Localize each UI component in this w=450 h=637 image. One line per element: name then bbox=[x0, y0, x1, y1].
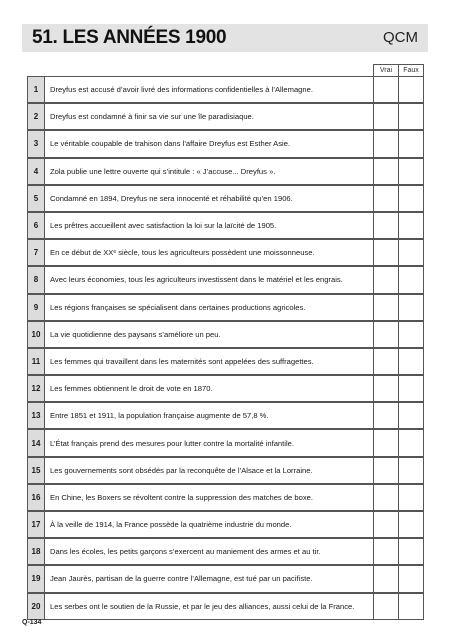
question-list bbox=[28, 77, 424, 620]
question-row bbox=[28, 512, 424, 538]
answer-box-faux[interactable] bbox=[399, 539, 424, 565]
answer-box-vrai[interactable] bbox=[374, 267, 399, 293]
question-statement: Avec leurs économies, tous les agriculteurs investissent dans le matériel et les engrais. bbox=[45, 267, 374, 293]
question-row bbox=[28, 457, 424, 483]
answer-box-vrai[interactable] bbox=[374, 240, 399, 266]
question-number: 5 bbox=[28, 185, 45, 211]
question-number: 7 bbox=[28, 240, 45, 266]
question-row bbox=[28, 566, 424, 592]
answer-box-vrai[interactable] bbox=[374, 158, 399, 184]
answer-box-faux[interactable] bbox=[399, 321, 424, 347]
question-number: 6 bbox=[28, 212, 45, 238]
answer-box-faux[interactable] bbox=[399, 240, 424, 266]
table-header-spacer bbox=[28, 65, 374, 77]
question-row bbox=[28, 539, 424, 565]
question-statement: Jean Jaurès, partisan de la guerre contre l’Allemagne, est tué par un pacifiste. bbox=[45, 566, 374, 592]
question-number: 1 bbox=[28, 77, 45, 103]
question-row bbox=[28, 376, 424, 402]
question-row bbox=[28, 131, 424, 157]
question-row bbox=[28, 348, 424, 374]
answer-box-vrai[interactable] bbox=[374, 348, 399, 374]
question-statement: Les femmes obtiennent le droit de vote en 1870. bbox=[45, 376, 374, 402]
answer-box-faux[interactable] bbox=[399, 77, 424, 103]
answer-box-vrai[interactable] bbox=[374, 593, 399, 619]
question-statement: Les serbes ont le soutien de la Russie, et par le jeu des alliances, aussi celui de la France. bbox=[45, 593, 374, 619]
answer-box-vrai[interactable] bbox=[374, 104, 399, 130]
question-statement: Les régions françaises se spécialisent dans certaines productions agricoles. bbox=[45, 294, 374, 320]
question-statement: Les gouvernements sont obsédés par la reconquête de l’Alsace et la Lorraine. bbox=[45, 457, 374, 483]
question-number: 2 bbox=[28, 104, 45, 130]
answer-box-vrai[interactable] bbox=[374, 457, 399, 483]
question-row bbox=[28, 403, 424, 429]
question-statement: Entre 1851 et 1911, la population française augmente de 57,8 %. bbox=[45, 403, 374, 429]
answer-box-faux[interactable] bbox=[399, 267, 424, 293]
question-row bbox=[28, 321, 424, 347]
question-row bbox=[28, 158, 424, 184]
question-number: 14 bbox=[28, 430, 45, 456]
question-statement: En ce début de XXᵉ siècle, tous les agriculteurs possèdent une moissonneuse. bbox=[45, 240, 374, 266]
question-row bbox=[28, 294, 424, 320]
question-statement: Les prêtres accueillent avec satisfaction la loi sur la laïcité de 1905. bbox=[45, 212, 374, 238]
page-title: 51. LES ANNÉES 1900 bbox=[32, 27, 227, 48]
question-statement: À la veille de 1914, la France possède la quatrième industrie du monde. bbox=[45, 512, 374, 538]
question-number: 18 bbox=[28, 539, 45, 565]
question-row bbox=[28, 240, 424, 266]
answer-box-faux[interactable] bbox=[399, 457, 424, 483]
answer-box-vrai[interactable] bbox=[374, 403, 399, 429]
answer-box-faux[interactable] bbox=[399, 403, 424, 429]
question-statement: Condamné en 1894, Dreyfus ne sera innocenté et réhabilité qu’en 1906. bbox=[45, 185, 374, 211]
question-statement: Dans les écoles, les petits garçons s’exercent au maniement des armes et au tir. bbox=[45, 539, 374, 565]
answer-box-faux[interactable] bbox=[399, 294, 424, 320]
question-number: 20 bbox=[28, 593, 45, 619]
answer-box-vrai[interactable] bbox=[374, 294, 399, 320]
question-statement: L’État français prend des mesures pour lutter contre la mortalité infantile. bbox=[45, 430, 374, 456]
question-number: 4 bbox=[28, 158, 45, 184]
answer-box-vrai[interactable] bbox=[374, 376, 399, 402]
answer-box-faux[interactable] bbox=[399, 185, 424, 211]
question-number: 17 bbox=[28, 512, 45, 538]
answer-box-faux[interactable] bbox=[399, 212, 424, 238]
question-row bbox=[28, 104, 424, 130]
answer-box-vrai[interactable] bbox=[374, 212, 399, 238]
question-row bbox=[28, 77, 424, 103]
answer-box-vrai[interactable] bbox=[374, 321, 399, 347]
column-header-faux: Faux bbox=[399, 65, 424, 77]
page-number: Q-134 bbox=[22, 619, 42, 626]
answer-box-faux[interactable] bbox=[399, 430, 424, 456]
answer-box-vrai[interactable] bbox=[374, 539, 399, 565]
qcm-table bbox=[27, 64, 424, 620]
question-number: 13 bbox=[28, 403, 45, 429]
answer-box-vrai[interactable] bbox=[374, 77, 399, 103]
title-banner bbox=[22, 24, 428, 52]
question-number: 12 bbox=[28, 376, 45, 402]
question-row bbox=[28, 212, 424, 238]
question-number: 10 bbox=[28, 321, 45, 347]
answer-box-faux[interactable] bbox=[399, 376, 424, 402]
answer-box-faux[interactable] bbox=[399, 104, 424, 130]
question-number: 15 bbox=[28, 457, 45, 483]
answer-box-vrai[interactable] bbox=[374, 566, 399, 592]
answer-box-vrai[interactable] bbox=[374, 430, 399, 456]
question-statement: Dreyfus est condamné à finir sa vie sur une île paradisiaque. bbox=[45, 104, 374, 130]
answer-box-faux[interactable] bbox=[399, 131, 424, 157]
question-statement: Le véritable coupable de trahison dans l’affaire Dreyfus est Esther Asie. bbox=[45, 131, 374, 157]
answer-box-faux[interactable] bbox=[399, 566, 424, 592]
question-number: 3 bbox=[28, 131, 45, 157]
answer-box-faux[interactable] bbox=[399, 593, 424, 619]
question-row bbox=[28, 593, 424, 619]
answer-box-faux[interactable] bbox=[399, 484, 424, 510]
question-statement: Zola publie une lettre ouverte qui s’intitule : « J’accuse... Dreyfus ». bbox=[45, 158, 374, 184]
question-statement: En Chine, les Boxers se révoltent contre la suppression des matches de boxe. bbox=[45, 484, 374, 510]
answer-box-vrai[interactable] bbox=[374, 484, 399, 510]
answer-box-faux[interactable] bbox=[399, 158, 424, 184]
answer-box-faux[interactable] bbox=[399, 348, 424, 374]
question-number: 9 bbox=[28, 294, 45, 320]
answer-box-vrai[interactable] bbox=[374, 131, 399, 157]
question-row bbox=[28, 484, 424, 510]
question-statement: La vie quotidienne des paysans s’améliore un peu. bbox=[45, 321, 374, 347]
question-row bbox=[28, 185, 424, 211]
answer-box-vrai[interactable] bbox=[374, 185, 399, 211]
question-number: 19 bbox=[28, 566, 45, 592]
qcm-label: QCM bbox=[383, 29, 418, 46]
question-number: 11 bbox=[28, 348, 45, 374]
table-header-row bbox=[28, 65, 424, 77]
question-number: 8 bbox=[28, 267, 45, 293]
column-header-vrai: Vrai bbox=[374, 65, 399, 77]
question-number: 16 bbox=[28, 484, 45, 510]
question-row bbox=[28, 430, 424, 456]
question-row bbox=[28, 267, 424, 293]
question-statement: Les femmes qui travaillent dans les maternités sont appelées des suffragettes. bbox=[45, 348, 374, 374]
question-statement: Dreyfus est accusé d’avoir livré des informations confidentielles à l’Allemagne. bbox=[45, 77, 374, 103]
answer-box-vrai[interactable] bbox=[374, 512, 399, 538]
answer-box-faux[interactable] bbox=[399, 512, 424, 538]
